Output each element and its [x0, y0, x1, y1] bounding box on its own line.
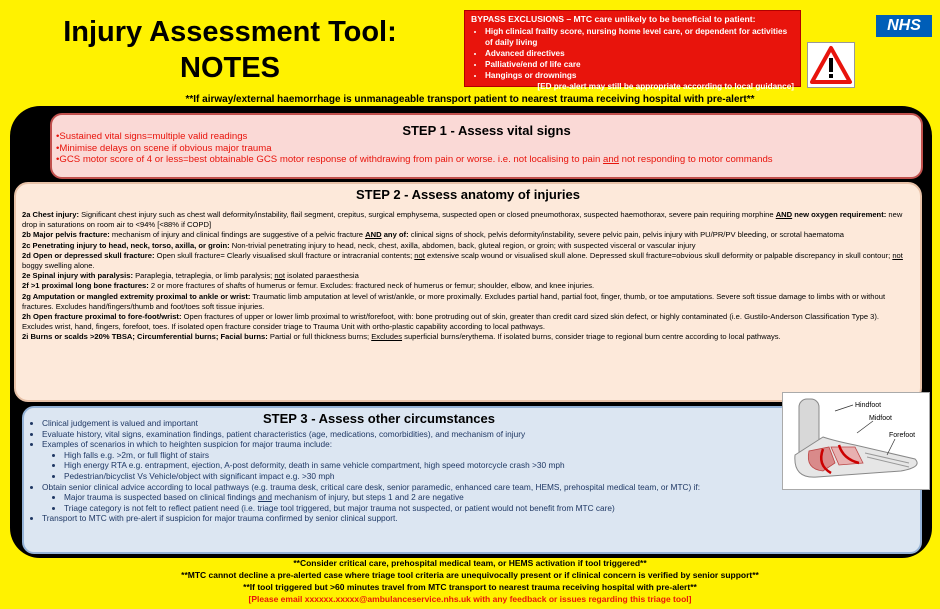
step3-item: • Examples of scenarios in which to heighten suspicion for major trauma include: • High falls e.g. >2m, or full flight of stairs • High energy RTA e.g. entrapment, ejection, A-post deformity, death in same vehicle compartment, high speed motorcycle crash >30 mph • Pedestrian/bicyclist Vs Vehicle/object with significant impact e.g. >30 mph: [42, 439, 790, 481]
bypass-item: • Advanced directives: [485, 48, 794, 59]
title-line1: Injury Assessment Tool:: [63, 16, 397, 48]
step3-item: • Clinical judgement is valued and important: [42, 418, 790, 429]
step2-item-2a: 2a Chest injury: Significant chest injury such as chest wall deformity/instability, flail segment, crepitus, surgical emphysema, suspected open or closed pneumothorax, suspected haemothorax, severe pain requiring morphine AND new oxygen requirement: new drop in saturations on room air to <94% [<88% if COPD]: [22, 210, 903, 230]
footer-line: **Consider critical care, prehospital medical team, or HEMS activation if tool triggered**: [293, 558, 647, 568]
step1-list: [56, 131, 773, 166]
step1-item: •Minimise delays on scene if obvious major trauma: [56, 142, 272, 154]
feedback-email-note: [Please email xxxxxx.xxxxx@ambulanceservice.nhs.uk with any feedback or issues regarding this triage tool]: [248, 594, 692, 604]
step2-item-2b: 2b Major pelvis fracture: mechanism of injury and clinical findings are suggestive of a pelvic fracture AND any of: clinical signs of shock, pelvis deformity/instability, severe pelvic pain, pelvis injury with PU/PR/PV bleeding, or scrotal haematoma: [22, 230, 845, 240]
step2-item-2h: 2h Open fracture proximal to fore-foot/wrist: Open fractures of upper or lower limb proximal to wrist/forefoot, with: bone protruding out of skin, greater than credit card sized skin defect, or highly contaminated (i.e. Gustilo-Anderson Classification Type 3). Excludes wrist, hand, fingers, forefoot, toes. If isolated open fracture consider triage to Trauma Unit with ortho-plastic capability according to local pathways.: [22, 312, 880, 332]
step3-item: • Transport to MTC with pre-alert if suspicion for major trauma confirmed by senior clinical support.: [42, 513, 790, 524]
step2-item-2f: 2f >1 proximal long bone fractures: 2 or more fractures of shafts of humerus or femur. Excludes: fractured neck of humerus or femur; shoulder, elbow, and knee injuries.: [22, 281, 595, 291]
step2-item-2i: 2i Burns or scalds >20% TBSA; Circumferential burns; Facial burns: Partial or full thickness burns; Excludes superficial burns/erythema. If isolated burns, consider triage to regional burn centre according to local pathways.: [22, 332, 781, 342]
step3-subitem: • High falls e.g. >2m, or full flight of stairs: [64, 450, 790, 461]
footer: [0, 557, 940, 605]
step3-subitem: • Major trauma is suspected based on clinical findings and mechanism of injury, but steps 1 and 2 are negative: [64, 492, 790, 503]
page-title: [60, 14, 400, 86]
foot-label-forefoot: Forefoot: [889, 432, 916, 439]
title-line2: NOTES: [180, 52, 280, 84]
bypass-heading: BYPASS EXCLUSIONS – MTC care unlikely to be beneficial to patient:: [471, 14, 756, 24]
warning-sign-icon: [807, 42, 855, 88]
step3-subitem: • Triage category is not felt to reflect patient need (i.e. triage tool triggered, but major trauma not suspected, or patient would not benefit from MTC care): [64, 503, 790, 514]
footer-line: **MTC cannot decline a pre-alerted case where triage tool criteria are unequivocally present or if clinical concern is verified by senior support**: [181, 570, 759, 580]
bypass-note: [ED pre-alert may still be appropriate according to local guidance]: [537, 82, 794, 91]
step2-box: [14, 182, 922, 402]
step2-heading: STEP 2 - Assess anatomy of injuries: [356, 187, 580, 202]
step3-subitem: • High energy RTA e.g. entrapment, ejection, A-post deformity, death in same vehicle compartment, high speed motorcycle crash >30 mph: [64, 460, 790, 471]
bypass-item: • High clinical frailty score, nursing home level care, or dependent for activities of daily living: [485, 26, 794, 48]
nhs-logo: NHS: [876, 15, 932, 37]
foot-label-hindfoot: Hindfoot: [855, 402, 882, 409]
step1-item: •GCS motor score of 4 or less=best obtainable GCS motor response of withdrawing from pain or worse. i.e. not localising to pain and not responding to motor commands: [56, 154, 773, 165]
step2-item-2d: 2d Open or depressed skull fracture: Open skull fracture= Clearly visualised skull fracture or intracranial contents; not extensive scalp wound or visualised skull alone. Depressed skull fracture=obvious skull deformity or palpable discrepancy in skull contour; not boggy swelling alone.: [22, 250, 903, 271]
step2-item-2e: 2e Spinal injury with paralysis: Paraplegia, tetraplegia, or limb paralysis; not isolated paraesthesia: [22, 271, 359, 281]
bypass-item: • Hangings or drownings: [485, 70, 794, 81]
bypass-list: [471, 26, 794, 81]
bypass-exclusions-box: [464, 10, 801, 91]
footer-line: **If tool triggered but >60 minutes travel from MTC transport to nearest trauma receiving hospital with pre-alert**: [243, 582, 697, 592]
step3-item: • Obtain senior clinical advice according to local pathways (e.g. trauma desk, critical care desk, senior paramedic, enhanced care team, HEMS, prehospital medical team, or MTC) if: • Major trauma is suspected based on clinical findings and mechanism of injury, but steps 1 and 2 are negative • Triage category is not felt to reflect patient need (i.e. triage tool triggered, but major trauma not suspected, or patient would not benefit from MTC care): [42, 482, 790, 514]
step2-item-2c: 2c Penetrating injury to head, neck, torso, axilla, or groin: Non-trivial penetrating injury to head, neck, chest, axilla, abdomen, back, gluteal region, or groin; with suspected visceral or vascular injury: [22, 240, 696, 250]
step3-subitem: • Pedestrian/bicyclist Vs Vehicle/object with significant impact e.g. >30 mph: [64, 471, 790, 482]
step3-item: • Evaluate history, vital signs, examination findings, patient characteristics (age, medications, comorbidities), and mechanism of injury: [42, 429, 790, 440]
foot-anatomy-icon: [783, 393, 929, 489]
foot-diagram: [782, 392, 930, 490]
step1-box: [50, 113, 923, 179]
bypass-item: • Palliative/end of life care: [485, 59, 794, 70]
step1-heading: STEP 1 - Assess vital signs: [402, 123, 571, 138]
step1-item: •Sustained vital signs=multiple valid readings: [56, 131, 248, 142]
step3-list: [30, 418, 790, 524]
step2-item-2g: 2g Amputation or mangled extremity proximal to ankle or wrist: Traumatic limb amputation at level of wrist/ankle, or more proximally. Excludes partial hand, partial foot, finger, thumb, or toe amputations. Severe soft tissue damage to limbs with or without fractures. Excludes hand/fingers/thumb and foot/toes soft tissue injuries.: [22, 291, 886, 311]
step2-list: [16, 210, 920, 343]
step3-heading: STEP 3 - Assess other circumstances: [263, 411, 495, 426]
airway-note: **If airway/external haemorrhage is unmanageable transport patient to nearest trauma receiving hospital with pre-alert**: [185, 94, 755, 105]
foot-label-midfoot: Midfoot: [869, 415, 892, 422]
